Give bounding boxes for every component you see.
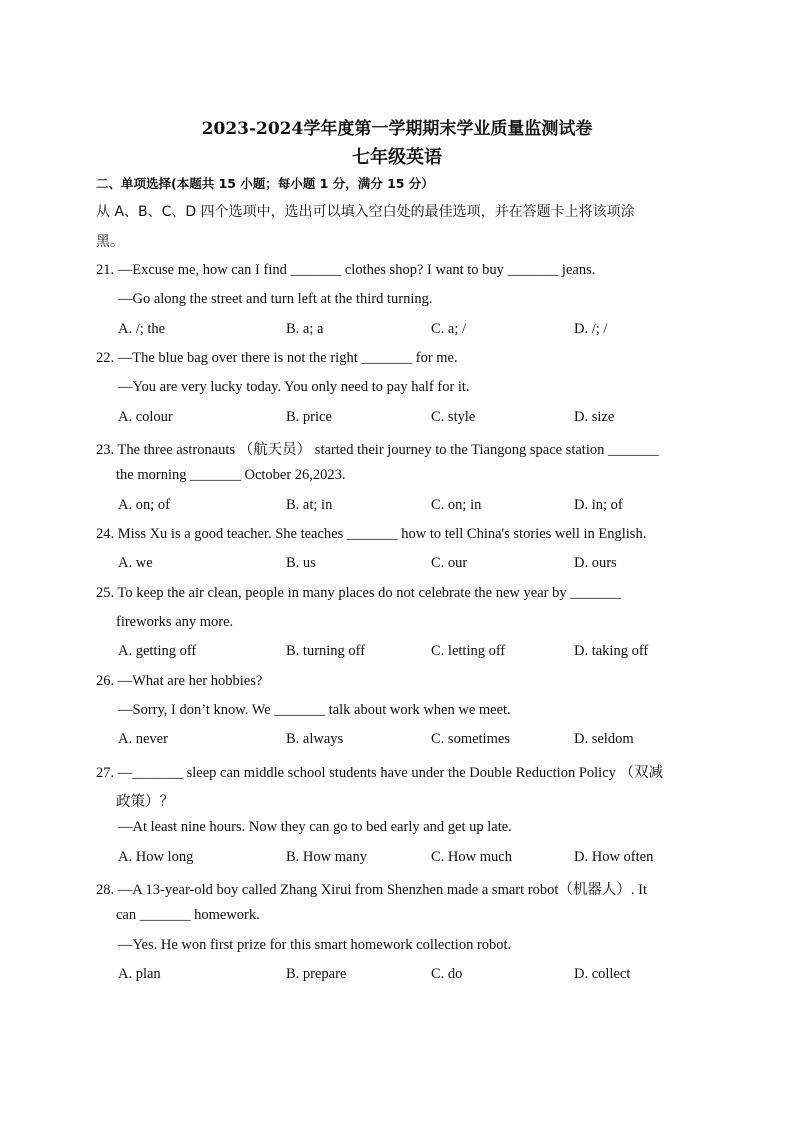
question-21-option-d: D. /; / (574, 321, 608, 337)
question-25-option-d: D. taking off (574, 643, 649, 659)
exam-title: 2023-2024学年度第一学期期末学业质量监测试卷 (201, 119, 593, 139)
section-instruction-line1: 从 A、B、C、D 四个选项中，选出可以填入空白处的最佳选项，并在答题卡上将该项涂 (96, 204, 635, 220)
question-27-option-c: C. How much (431, 849, 512, 865)
question-21-line-1: 21. —Excuse me, how can I find _______ clothes shop? I want to buy _______ jeans. (96, 262, 596, 278)
question-22-line-2: —You are very lucky today. You only need to pay half for it. (118, 379, 470, 395)
question-23-line-2: the morning _______ October 26,2023. (116, 467, 346, 483)
question-26-line-2: —Sorry, I don’t know. We _______ talk about work when we meet. (118, 702, 511, 718)
question-25-option-b: B. turning off (286, 643, 366, 659)
question-23-option-d: D. in; of (574, 497, 623, 513)
question-23-option-c: C. on; in (431, 497, 482, 513)
question-28-option-d: D. collect (574, 966, 631, 982)
question-27-option-d: D. How often (574, 849, 654, 865)
question-25-line-2: fireworks any more. (116, 614, 234, 630)
question-22-option-b: B. price (286, 409, 332, 425)
question-26-option-c: C. sometimes (431, 731, 510, 747)
question-27-option-b: B. How many (286, 849, 367, 865)
question-21-option-b: B. a; a (286, 321, 324, 337)
question-22-option-d: D. size (574, 409, 615, 425)
question-24-option-b: B. us (286, 555, 316, 571)
question-24-option-a: A. we (118, 555, 153, 571)
question-25-line-1: 25. To keep the air clean, people in many places do not celebrate the new year by _______ (96, 585, 621, 601)
question-28-line-3: —Yes. He won first prize for this smart homework collection robot. (118, 937, 512, 953)
question-23-option-b: B. at; in (286, 497, 333, 513)
question-24-line-1: 24. Miss Xu is a good teacher. She teaches _______ how to tell China's stories well in English. (96, 526, 647, 542)
question-28-option-c: C. do (431, 966, 463, 982)
question-27-line-1: 27. —_______ sleep can middle school students have under the Double Reduction Policy （双减 (96, 765, 664, 781)
question-22-option-c: C. style (431, 409, 476, 425)
section-heading: 二、单项选择(本题共 15 小题；每小题 1 分，满分 15 分） (96, 176, 434, 191)
question-23-line-1: 23. The three astronauts （航天员） started their journey to the Tiangong space station _______ (96, 442, 659, 458)
exam-subtitle: 七年级英语 (352, 147, 442, 168)
question-28-line-2: can _______ homework. (116, 907, 260, 923)
question-26-option-d: D. seldom (574, 731, 634, 747)
question-27-line-2: 政策）？ (116, 794, 174, 810)
question-25-option-a: A. getting off (118, 643, 197, 659)
question-21-line-2: —Go along the street and turn left at the third turning. (118, 291, 433, 307)
question-24-option-c: C. our (431, 555, 468, 571)
question-21-option-c: C. a; / (431, 321, 467, 337)
question-22-option-a: A. colour (118, 409, 173, 425)
question-26-option-b: B. always (286, 731, 344, 747)
question-21-option-a: A. /; the (118, 321, 166, 337)
question-24-option-d: D. ours (574, 555, 617, 571)
question-27-line-3: —At least nine hours. Now they can go to bed early and get up late. (118, 819, 512, 835)
question-28-line-1: 28. —A 13-year-old boy called Zhang Xirui from Shenzhen made a smart robot（机器人）. It (96, 882, 647, 898)
question-22-line-1: 22. —The blue bag over there is not the right _______ for me. (96, 350, 458, 366)
question-28-option-a: A. plan (118, 966, 161, 982)
question-26-option-a: A. never (118, 731, 168, 747)
question-25-option-c: C. letting off (431, 643, 506, 659)
question-26-line-1: 26. —What are her hobbies? (96, 673, 263, 689)
section-instruction-line2: 黑。 (96, 234, 124, 250)
question-27-option-a: A. How long (118, 849, 194, 865)
question-23-option-a: A. on; of (118, 497, 170, 513)
question-28-option-b: B. prepare (286, 966, 347, 982)
